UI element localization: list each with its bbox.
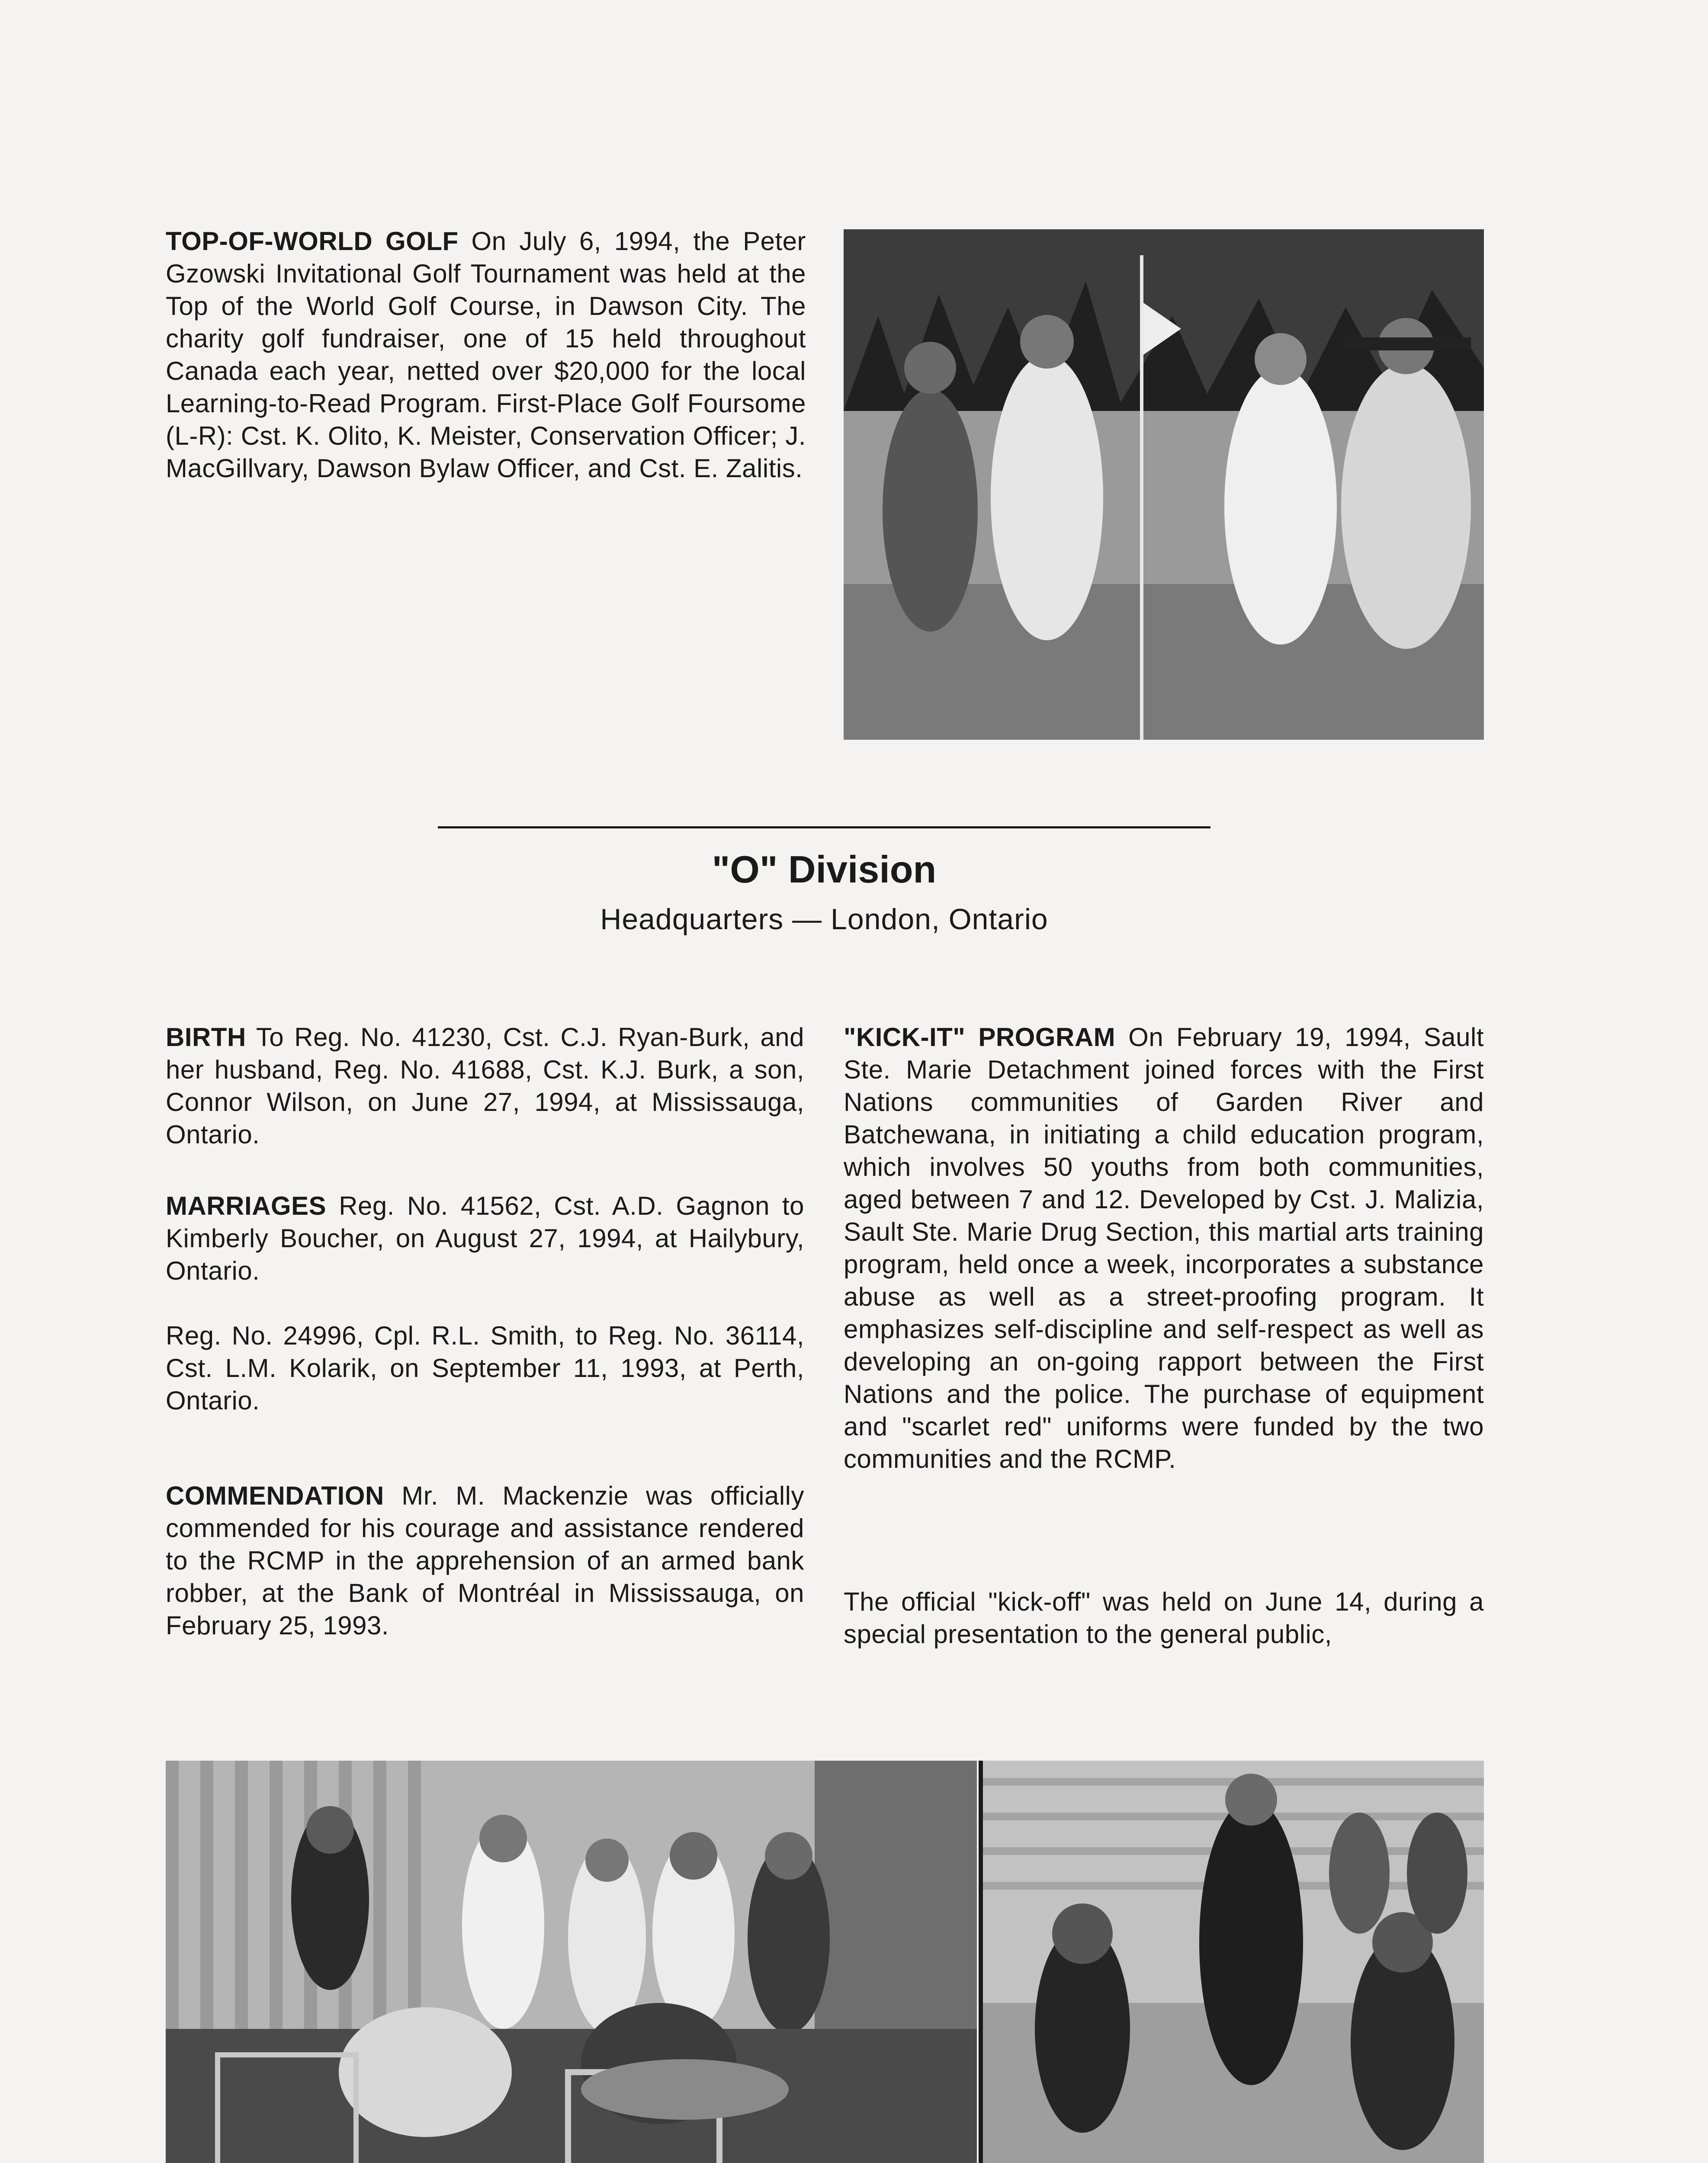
kickoff-paragraph: The official "kick-off" was held on June 14, during a special presentation to the general public,: [844, 1587, 1484, 1649]
golf-paragraph: [166, 225, 806, 485]
marriages-paragraph: [166, 1190, 804, 1287]
commendation-text: Mr. M. Mackenzie was officially commended for his courage and assistance rendered to the RCMP in the apprehension of an armed bank robber, at the Bank of Montréal in Mississauga, on February 25, 1993.: [166, 1481, 805, 1640]
golf-heading: TOP-OF-WORLD GOLF: [166, 227, 459, 256]
commendation-paragraph: [166, 1479, 804, 1642]
section-title: "O" Division: [712, 848, 937, 891]
golf-foursome-photo: [844, 229, 1484, 740]
marriage-2-paragraph: Reg. No. 24996, Cpl. R.L. Smith, to Reg. No. 36114, Cst. L.M. Kolarik, on September 11, 1993, at Perth, Ontario.: [166, 1321, 804, 1415]
kickit-paragraph: [844, 1021, 1484, 1475]
martial-arts-class-photo: [979, 1761, 1484, 2163]
marriages-text: Reg. No. 41562, Cst. A.D. Gagnon to Kimberly Boucher, on August 27, 1994, at Hailybury, Ontario.: [166, 1191, 804, 1285]
section-subtitle: Headquarters — London, Ontario: [600, 903, 1048, 936]
drum-group-photo: [166, 1761, 977, 2163]
section-divider: [438, 826, 1210, 828]
golf-text: On July 6, 1994, the Peter Gzowski Invitational Golf Tournament was held at the Top of the World Golf Course, in Dawson City. The charity golf fundraiser, one of 15 held throughout Canada each year, netted over $20,000 for the local Learning-to-Read Program. First-Place Golf Foursome (L-R): Cst. K. Olito, K. Meister, Conservation Officer; J. MacGillvary, Dawson Bylaw Officer, and Cst. E. Zalitis.: [166, 227, 806, 483]
kickit-heading: "KICK-IT" PROGRAM: [844, 1023, 1116, 1052]
kickit-text: On February 19, 1994, Sault Ste. Marie Detachment joined forces with the First Nations communities of Garden River and Batchewana, in initiating a child education program, which involves 50 youths from both communities, aged between 7 and 12. Developed by Cst. J. Malizia, Sault Ste. Marie Drug Section, this martial arts training program, held once a week, incorporates a substance abuse as well as a street-proofing program. It emphasizes self-discipline and self-respect as well as developing an on-going rapport between the First Nations and the police. The purchase of equipment and "scarlet red" uniforms were funded by the two communities and the RCMP.: [844, 1023, 1484, 1473]
birth-text: To Reg. No. 41230, Cst. C.J. Ryan-Burk, and her husband, Reg. No. 41688, Cst. K.J. Burk, a son, Connor Wilson, on June 27, 1994, at Mississauga, Ontario.: [166, 1023, 804, 1149]
marriages-heading: MARRIAGES: [166, 1191, 327, 1220]
birth-paragraph: [166, 1021, 804, 1151]
commendation-heading: COMMENDATION: [166, 1481, 384, 1510]
birth-heading: BIRTH: [166, 1023, 246, 1052]
